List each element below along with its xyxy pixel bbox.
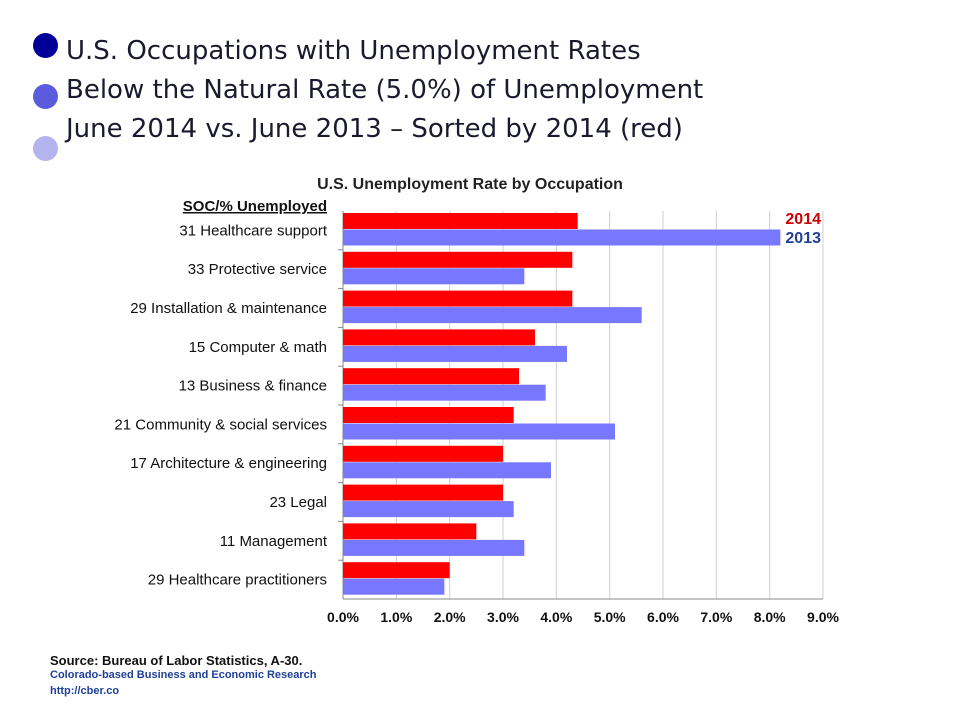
x-tick-label: 2.0% bbox=[433, 609, 466, 625]
x-tick-label: 7.0% bbox=[700, 609, 733, 625]
x-tick-label: 5.0% bbox=[593, 609, 626, 625]
legend-entry-2013: 2013 bbox=[785, 230, 821, 247]
bar-2013-7 bbox=[343, 462, 551, 478]
chart-title: U.S. Unemployment Rate by Occupation bbox=[317, 176, 623, 193]
slide-title-line-2: Below the Natural Rate (5.0%) of Unemployment bbox=[66, 75, 704, 105]
slide-title-line-3: June 2014 vs. June 2013 – Sorted by 2014 (red) bbox=[66, 114, 683, 144]
category-label: 17 Architecture & engineering bbox=[130, 455, 327, 473]
x-tick-label: 0.0% bbox=[327, 609, 359, 625]
bar-2013-4 bbox=[343, 346, 567, 362]
bar-2014-7 bbox=[343, 446, 503, 462]
bar-2013-10 bbox=[343, 579, 444, 595]
category-label: 15 Computer & math bbox=[188, 338, 327, 356]
x-tick-label: 6.0% bbox=[647, 609, 679, 625]
source-line: Source: Bureau of Labor Statistics, A-30. bbox=[50, 653, 303, 668]
x-tick-label: 3.0% bbox=[487, 609, 519, 625]
bar-2013-1 bbox=[343, 230, 780, 246]
x-tick-label: 8.0% bbox=[753, 609, 786, 625]
bar-2014-2 bbox=[343, 252, 572, 268]
category-label: 11 Management bbox=[219, 532, 327, 550]
bar-2013-3 bbox=[343, 307, 642, 323]
bar-2013-5 bbox=[343, 385, 546, 401]
category-label: 13 Business & finance bbox=[178, 377, 327, 395]
bar-2014-3 bbox=[343, 291, 572, 307]
category-label: 33 Protective service bbox=[187, 261, 327, 279]
bar-2013-9 bbox=[343, 540, 524, 556]
x-tick-label: 4.0% bbox=[540, 609, 573, 625]
category-header: SOC/% Unemployed bbox=[182, 198, 327, 215]
bar-2014-4 bbox=[343, 329, 535, 345]
category-label: 21 Community & social services bbox=[114, 416, 327, 434]
bar-2014-5 bbox=[343, 368, 519, 384]
x-tick-label: 1.0% bbox=[380, 609, 413, 625]
source-url: http://cber.co bbox=[50, 685, 120, 697]
bar-2014-1 bbox=[343, 213, 578, 229]
slide-title-line-1: U.S. Occupations with Unemployment Rates bbox=[66, 36, 641, 66]
legend-entry-2014: 2014 bbox=[785, 211, 821, 228]
source-org: Colorado-based Business and Economic Research bbox=[50, 669, 317, 681]
bar-2013-6 bbox=[343, 424, 615, 440]
bar-2014-9 bbox=[343, 523, 476, 539]
category-label: 23 Legal bbox=[269, 494, 327, 511]
bar-2013-2 bbox=[343, 268, 524, 284]
x-tick-label: 9.0% bbox=[807, 609, 839, 625]
bar-2014-8 bbox=[343, 485, 503, 501]
bar-2013-8 bbox=[343, 501, 514, 517]
category-label: 31 Healthcare support bbox=[179, 222, 327, 240]
bar-2014-6 bbox=[343, 407, 514, 423]
category-label: 29 Installation & maintenance bbox=[130, 300, 327, 317]
bar-2014-10 bbox=[343, 562, 450, 578]
category-label: 29 Healthcare practitioners bbox=[147, 571, 327, 589]
